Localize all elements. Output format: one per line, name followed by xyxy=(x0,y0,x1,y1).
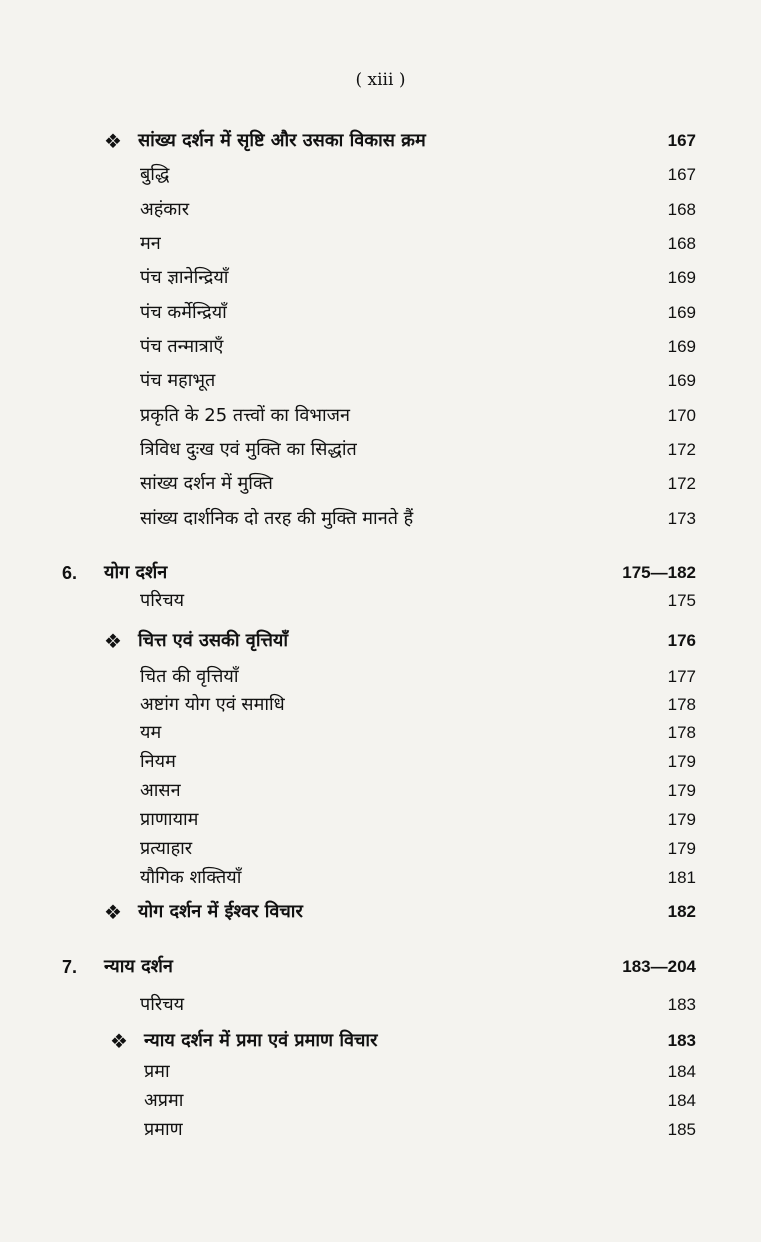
toc-entry[interactable] xyxy=(0,584,761,618)
toc-section-heading[interactable] xyxy=(0,124,761,158)
toc-label: आसन xyxy=(140,780,181,801)
toc-label: अप्रमा xyxy=(144,1090,184,1111)
toc-entry[interactable] xyxy=(0,399,761,433)
toc-entry[interactable] xyxy=(0,193,761,227)
toc-page: 181 xyxy=(667,868,696,887)
toc-page: 182 xyxy=(667,902,696,921)
toc-entry[interactable] xyxy=(0,227,761,261)
toc-label: न्याय दर्शन xyxy=(104,956,173,977)
toc-page: 169 xyxy=(667,268,696,287)
toc-label: यौगिक शक्तियाँ xyxy=(140,867,242,888)
toc-page: 176 xyxy=(667,631,696,650)
bullet-icon: ❖ xyxy=(104,629,122,653)
toc-section-heading[interactable] xyxy=(0,895,761,929)
toc-label: अष्टांग योग एवं समाधि xyxy=(140,694,285,715)
toc-entry[interactable] xyxy=(0,861,761,895)
toc-entry[interactable] xyxy=(0,158,761,192)
toc-label: प्रत्याहार xyxy=(140,838,193,859)
toc-page: 167 xyxy=(667,131,696,150)
toc-label: बुद्धि xyxy=(140,164,170,185)
toc-entry[interactable] xyxy=(0,330,761,364)
toc-label: यम xyxy=(140,722,162,743)
toc-page: 173 xyxy=(667,509,696,528)
toc-page: 178 xyxy=(667,723,696,742)
toc-label: प्रमाण xyxy=(144,1119,183,1140)
toc-label: पंच महाभूत xyxy=(140,370,216,391)
toc-page: 168 xyxy=(667,200,696,219)
toc-page: 183—204 xyxy=(622,957,696,976)
toc-page: 179 xyxy=(667,781,696,800)
toc-page: 169 xyxy=(667,371,696,390)
toc-label: अहंकार xyxy=(140,199,190,220)
page-number: ( xiii ) xyxy=(355,70,406,90)
toc-page: 179 xyxy=(667,752,696,771)
toc-page: 175—182 xyxy=(622,563,696,582)
toc-page: 178 xyxy=(667,695,696,714)
toc-entry[interactable] xyxy=(0,261,761,295)
toc-page: 185 xyxy=(667,1120,696,1139)
toc-label: चित्त एवं उसकी वृत्तियाँ xyxy=(138,630,289,651)
toc-page: 184 xyxy=(667,1091,696,1110)
toc-label: सांख्य दर्शन में सृष्टि और उसका विकास क्रम xyxy=(138,130,426,151)
toc-section-heading[interactable] xyxy=(0,624,761,658)
toc-label: प्रमा xyxy=(144,1061,170,1082)
toc-page: 172 xyxy=(667,474,696,493)
toc-section-heading[interactable] xyxy=(0,1024,761,1058)
toc-label: पंच कर्मेन्द्रियाँ xyxy=(140,302,227,323)
toc-chapter[interactable] xyxy=(0,950,761,984)
toc-label: त्रिविध दुःख एवं मुक्ति का सिद्धांत xyxy=(140,439,357,460)
toc-page: 177 xyxy=(667,667,696,686)
toc-entry[interactable] xyxy=(0,502,761,536)
toc-page: 183 xyxy=(667,995,696,1014)
toc-entry[interactable] xyxy=(0,1113,761,1147)
toc-label: योग दर्शन xyxy=(104,562,168,583)
toc-page: 169 xyxy=(667,337,696,356)
toc-label: नियम xyxy=(140,751,176,772)
bullet-icon: ❖ xyxy=(104,900,122,924)
toc-entry[interactable] xyxy=(0,296,761,330)
bullet-icon: ❖ xyxy=(104,129,122,153)
toc-entry[interactable] xyxy=(0,364,761,398)
toc-label: पंच ज्ञानेन्द्रियाँ xyxy=(140,267,229,288)
toc-page: 168 xyxy=(667,234,696,253)
toc-page: 179 xyxy=(667,810,696,829)
toc-page: 169 xyxy=(667,303,696,322)
toc-page: 184 xyxy=(667,1062,696,1081)
toc-page: 183 xyxy=(667,1031,696,1050)
toc-page: 170 xyxy=(667,406,696,425)
toc-label: परिचय xyxy=(140,994,185,1015)
toc-entry[interactable] xyxy=(0,433,761,467)
toc-label: प्रकृति के 25 तत्त्वों का विभाजन xyxy=(140,405,351,426)
toc-label: मन xyxy=(140,233,161,254)
toc-label: परिचय xyxy=(140,590,185,611)
chapter-number: 6. xyxy=(62,563,78,583)
toc-entry[interactable] xyxy=(0,988,761,1022)
toc-label: चित की वृत्तियाँ xyxy=(140,666,239,687)
toc-label: सांख्य दार्शनिक दो तरह की मुक्ति मानते हैं xyxy=(140,508,414,529)
toc-label: न्याय दर्शन में प्रमा एवं प्रमाण विचार xyxy=(144,1030,378,1051)
toc-page: 175 xyxy=(667,591,696,610)
toc-label: सांख्य दर्शन में मुक्ति xyxy=(140,473,273,494)
toc-label: योग दर्शन में ईश्वर विचार xyxy=(138,901,303,922)
toc-page: 172 xyxy=(667,440,696,459)
toc-page: 167 xyxy=(667,165,696,184)
toc-label: पंच तन्मात्राएँ xyxy=(140,336,224,357)
toc-label: प्राणायाम xyxy=(140,809,199,830)
toc-entry[interactable] xyxy=(0,467,761,501)
chapter-number: 7. xyxy=(62,957,78,977)
toc-page: 179 xyxy=(667,839,696,858)
bullet-icon: ❖ xyxy=(110,1029,128,1053)
